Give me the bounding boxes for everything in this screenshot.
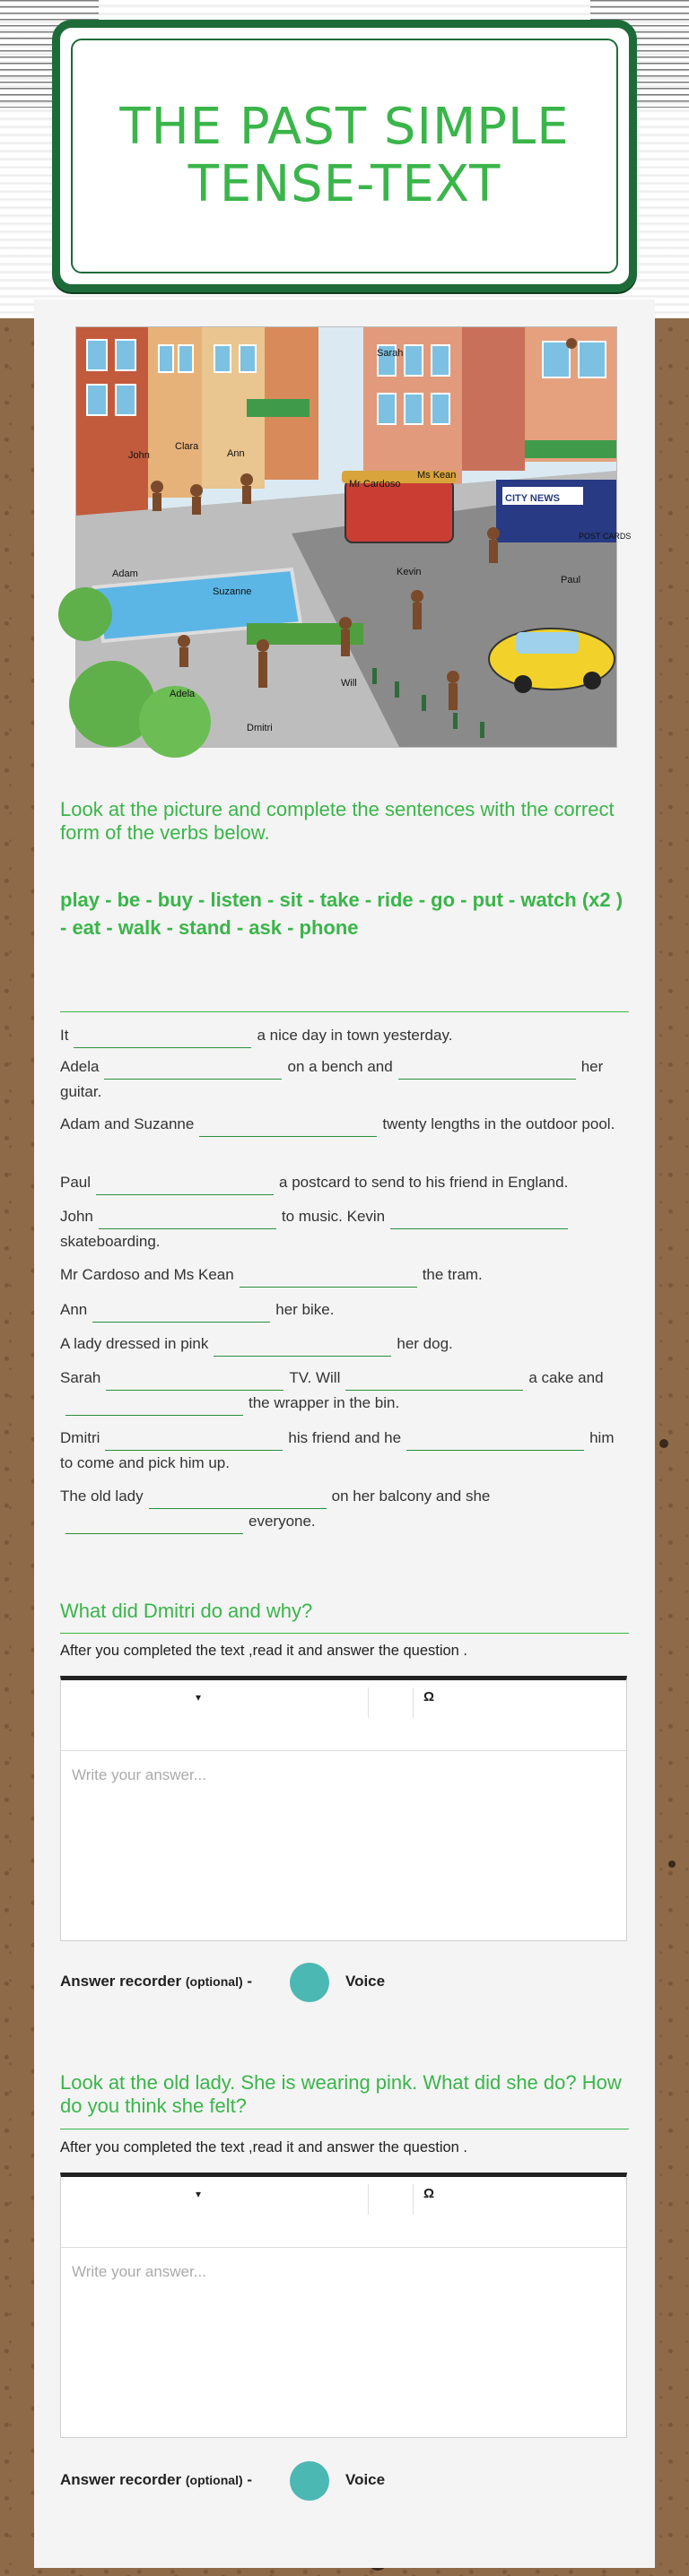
answer-blank[interactable] [240,1269,417,1288]
answer-recorder-1: Answer recorder (optional) - Voice [60,1973,252,1991]
sentence-6: Mr Cardoso and Ms Kean the tram. [60,1262,631,1288]
svg-text:Paul: Paul [561,575,581,585]
format-dropdown-icon[interactable]: ▾ [196,1691,202,1704]
answer-blank[interactable] [149,1490,327,1509]
answer-blank[interactable] [105,1432,283,1451]
record-voice-button[interactable] [290,1963,329,2002]
answer-blank[interactable] [104,1061,282,1080]
svg-text:Kevin: Kevin [397,567,422,577]
answer-blank[interactable] [390,1210,568,1229]
answer-blank[interactable] [65,1515,243,1534]
question-1-subtitle: After you completed the text ,read it and answer the question . [60,1643,468,1659]
special-characters-icon[interactable]: Ω [423,1689,435,1704]
answer-blank[interactable] [214,1338,391,1357]
sentence-5: John to music. Kevinskateboarding. [60,1204,631,1254]
ink-splat [668,1860,676,1868]
answer-blank[interactable] [92,1304,270,1323]
answer-blank[interactable] [199,1118,377,1137]
svg-text:Clara: Clara [175,441,199,452]
city-street-picture [75,326,632,748]
svg-text:Ann: Ann [227,448,245,459]
svg-text:John: John [128,450,150,461]
ink-splat [659,1439,668,1448]
sentence-4: Paul a postcard to send to his friend in England. [60,1170,631,1195]
verb-list: play - be - buy - listen - sit - take - ride - go - put - watch (x2 ) - eat - walk - stand - ask - phone [60,889,624,939]
svg-text:Will: Will [341,678,357,689]
svg-text:Mr Cardoso: Mr Cardoso [349,479,401,490]
format-dropdown-icon[interactable]: ▾ [196,2188,202,2200]
editor-toolbar [61,1680,626,1751]
answer-blank[interactable] [96,1176,274,1195]
answer-blank[interactable] [65,1397,243,1416]
sentence-11: The old lady on her balcony and sheeveryone. [60,1484,631,1534]
svg-text:Sarah: Sarah [377,348,404,359]
sentence-8: A lady dressed in pink her dog. [60,1331,631,1357]
sentence-1: It a nice day in town yesterday. [60,1023,631,1048]
editor-toolbar [61,2177,626,2248]
answer-blank[interactable] [106,1372,283,1391]
svg-text:Dmitri: Dmitri [247,723,273,733]
divider [60,1633,629,1634]
answer-recorder-2: Answer recorder (optional) - Voice [60,2471,252,2489]
sentence-2: Adela on a bench and her guitar. [60,1058,604,1100]
answer-textarea[interactable]: Write your answer... [72,2263,206,2280]
sentence-7: Ann her bike. [60,1297,631,1323]
page-title: THE PAST SIMPLE TENSE-TEXT [119,98,570,213]
answer-blank[interactable] [398,1061,576,1080]
worksheet [34,299,655,2568]
answer-blank[interactable] [74,1029,251,1048]
divider [60,1011,629,1012]
instructions: Look at the picture and complete the sentences with the correct form of the verbs below. [60,798,615,844]
answer-editor-2 [60,2173,627,2438]
svg-text:Adela: Adela [170,689,196,699]
voice-label: Voice [345,2471,386,2488]
record-voice-button[interactable] [290,2461,329,2501]
svg-text:POST CARDS: POST CARDS [579,532,632,541]
answer-blank[interactable] [345,1372,523,1391]
question-1-title: What did Dmitri do and why? [60,1600,313,1622]
answer-blank[interactable] [99,1210,276,1229]
question-2-subtitle: After you completed the text ,read it and answer the question . [60,2139,468,2155]
svg-text:CITY NEWS: CITY NEWS [505,493,560,504]
title-card [52,20,637,292]
svg-text:Adam: Adam [112,568,138,579]
answer-textarea[interactable]: Write your answer... [72,1766,206,1783]
answer-editor-1 [60,1676,627,1941]
svg-text:Suzanne: Suzanne [213,586,252,597]
sentence-10: Dmitri his friend and he him to come and pick him up. [60,1429,615,1471]
special-characters-icon[interactable]: Ω [423,2186,435,2201]
sentence-3: Adam and Suzanne twenty lengths in the outdoor pool. [60,1112,631,1137]
sentence-9: Sarah TV. Will a cake andthe wrapper in the bin. [60,1366,631,1416]
svg-text:Ms Kean: Ms Kean [417,470,457,481]
question-2-title: Look at the old lady. She is wearing pink. What did she do? How do you think she felt? [60,2071,622,2117]
voice-label: Voice [345,1973,386,1990]
answer-blank[interactable] [406,1432,584,1451]
